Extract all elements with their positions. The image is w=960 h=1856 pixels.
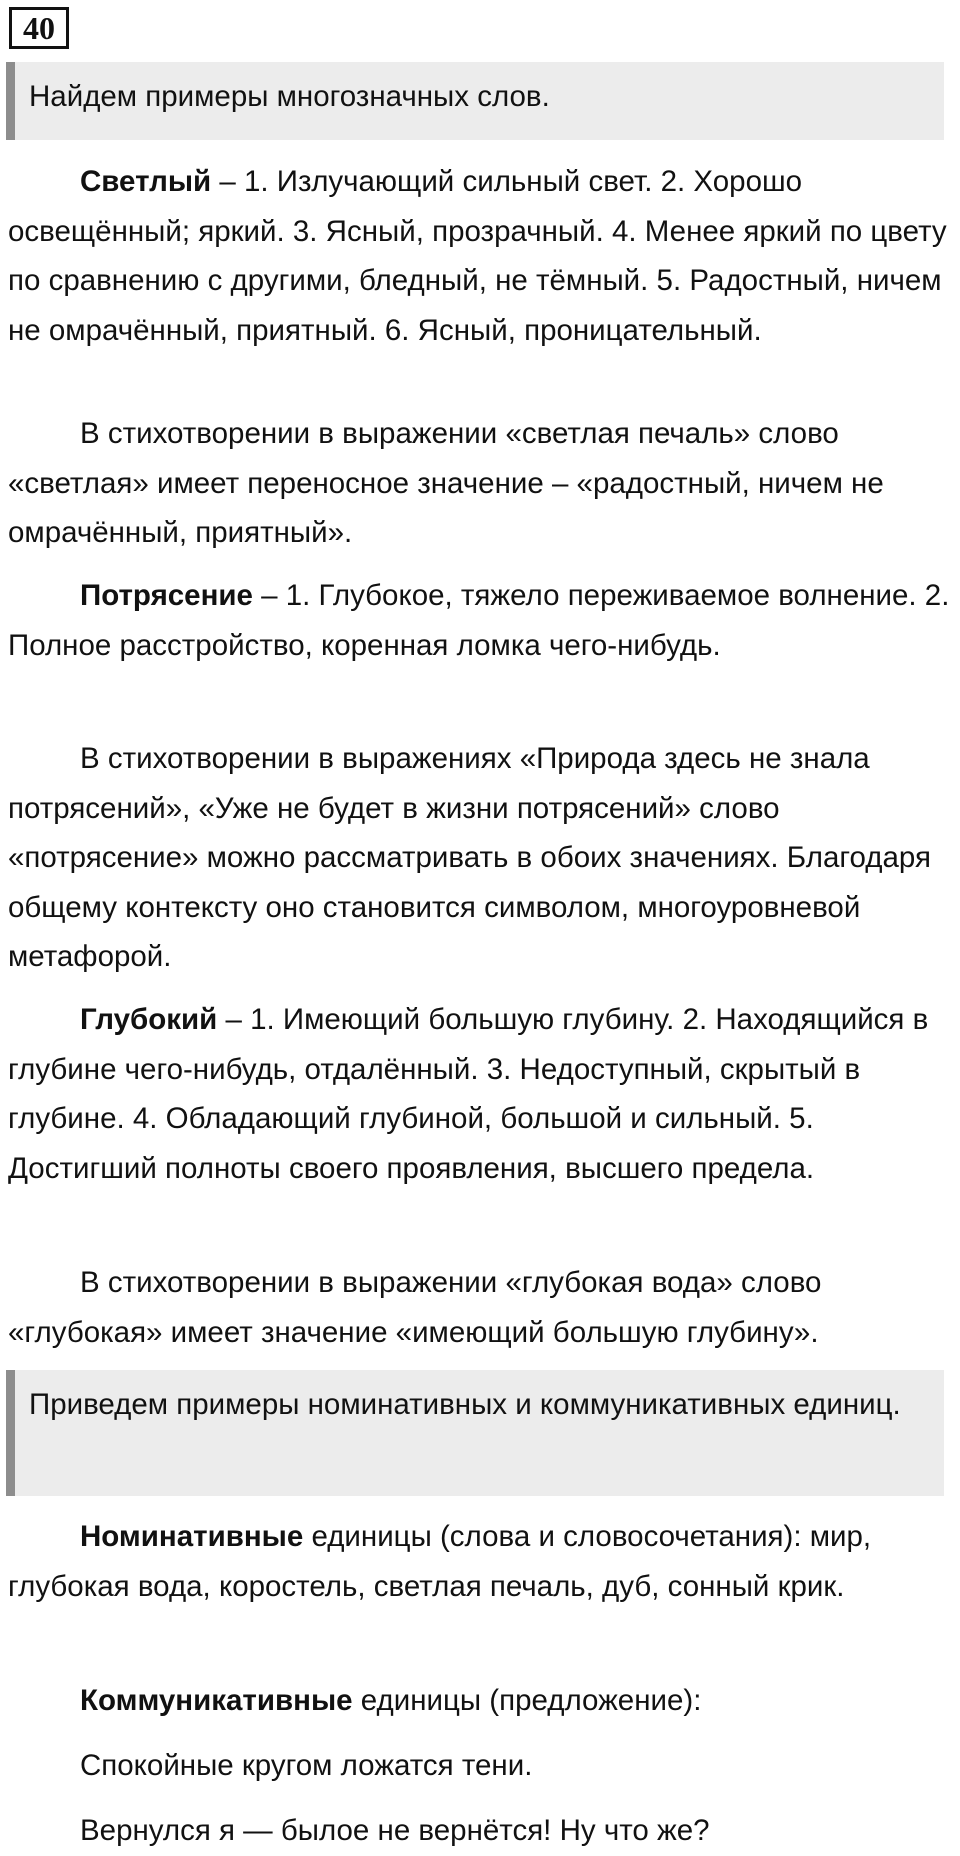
term-potryasenie: Потрясение bbox=[80, 579, 253, 612]
definition-potryasenie bbox=[8, 571, 956, 670]
callout-polysemous-words bbox=[6, 62, 944, 140]
example-sentence-2: Вернулся я — былое не вернётся! Ну что же? bbox=[80, 1814, 710, 1847]
communicative-text: единицы (предложение): bbox=[352, 1684, 702, 1717]
term-communicative: Коммуникативные bbox=[80, 1684, 353, 1717]
term-nominative: Номинативные bbox=[80, 1520, 304, 1553]
nominative-text: единицы (слова и словосочетания): мир, глубокая вода, коростель, светлая печаль, дуб, сонный крик. bbox=[8, 1520, 872, 1603]
comment-svetly: В стихотворении в выражении «светлая печаль» слово «светлая» имеет переносное значение – «радостный, ничем не омрачённый, приятный». bbox=[8, 417, 884, 549]
example-sentence-1: Спокойные кругом ложатся тени. bbox=[80, 1749, 533, 1782]
definition-text: – 1. Имеющий большую глубину. 2. Находящийся в глубине чего-нибудь, отдалённый. 3. Недоступный, скрытый в глубине. 4. Обладающий глубиной, большой и сильный. 5. Достигший полноты своего проявления, высшего предела. bbox=[8, 1003, 929, 1185]
comment-potryasenie: В стихотворении в выражениях «Природа здесь не знала потрясений», «Уже не будет в жизни потрясений» слово «потрясение» можно рассматривать в обоих значениях. Благодаря общему контексту оно становится символом, многоуровневой метафорой. bbox=[8, 742, 931, 973]
callout-text: Найдем примеры многозначных слов. bbox=[29, 80, 550, 113]
term-svetly: Светлый bbox=[80, 165, 212, 198]
definition-text: – 1. Излучающий сильный свет. 2. Хорошо освещённый; яркий. 3. Ясный, прозрачный. 4. Менее яркий по цвету по сравнению с другими, бледный, не тёмный. 5. Радостный, ничем не омрачённый, приятный. 6. Ясный, проницательный. bbox=[8, 165, 947, 347]
callout-text: Приведем примеры номинативных и коммуникативных единиц. bbox=[29, 1388, 901, 1421]
definition-svetly bbox=[8, 157, 956, 355]
comment-glubokiy: В стихотворении в выражении «глубокая вода» слово «глубокая» имеет значение «имеющий большую глубину». bbox=[8, 1266, 822, 1349]
task-number-badge: 40 bbox=[9, 7, 69, 49]
definition-text: – 1. Глубокое, тяжело переживаемое волнение. 2. Полное расстройство, коренная ломка чего-нибудь. bbox=[8, 579, 950, 662]
definition-glubokiy bbox=[8, 995, 956, 1193]
nominative-units bbox=[8, 1512, 956, 1611]
communicative-units bbox=[80, 1676, 956, 1726]
callout-units bbox=[6, 1370, 944, 1496]
term-glubokiy: Глубокий bbox=[80, 1003, 218, 1036]
